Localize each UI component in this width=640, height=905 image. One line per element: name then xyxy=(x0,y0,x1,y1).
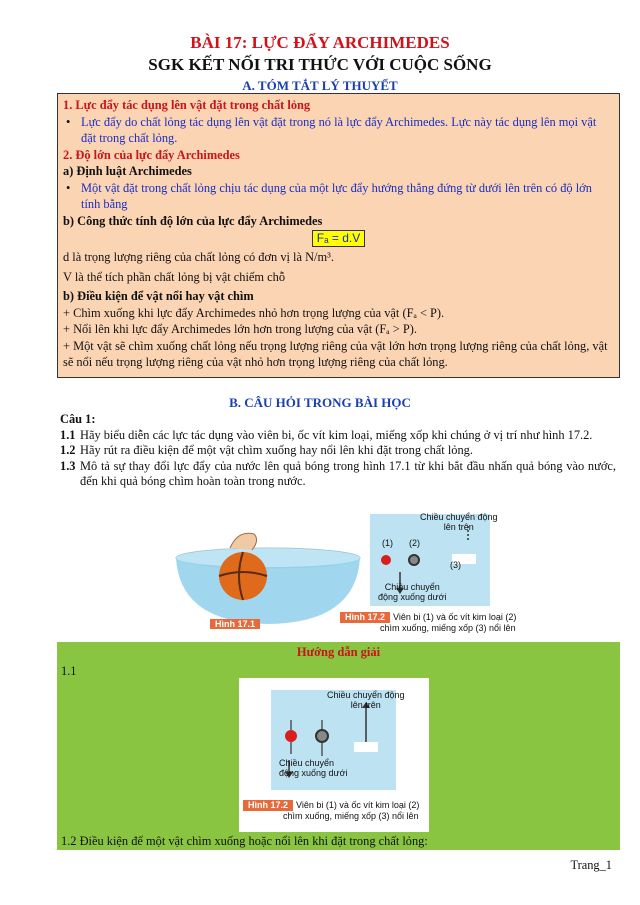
question-1-3 xyxy=(60,459,616,490)
page-title: BÀI 17: LỰC ĐẨY ARCHIMEDES xyxy=(190,33,450,52)
solution-title: Hướng dẫn giải xyxy=(296,645,381,659)
solution-up-label-2: lên trên xyxy=(350,700,381,710)
condition-float: + Nổi lên khi lực đẩy Archimedes lớn hơn trong lượng của vật (Fₐ > P). xyxy=(63,322,417,336)
condition-title: b) Điều kiện để vật nổi hay vật chìm xyxy=(63,289,254,303)
solution-up-label-1: Chiều chuyển động xyxy=(327,690,405,700)
solution-figure xyxy=(239,678,429,832)
up-direction-label-1: Chiều chuyển động xyxy=(420,512,498,522)
page-subtitle: SGK KẾT NỐI TRI THỨC VỚI CUỘC SỐNG xyxy=(148,55,492,74)
question-text: Mô tả sự thay đổi lực đẩy của nước lên quả bóng trong hình 17.1 từ khi bắt đầu nhấn quả bóng vào nước, đến khi quả bóng chìm hoàn toàn trong nước. xyxy=(80,458,616,488)
figure-17-2-caption-2: chìm xuống, miếng xốp (3) nổi lên xyxy=(380,623,516,633)
solution-box xyxy=(57,642,620,850)
solution-figure-caption-1: Viên bi (1) và ốc vít kim loại (2) xyxy=(296,800,420,810)
questions-block xyxy=(60,412,616,490)
down-direction-label-1: Chiều chuyển xyxy=(384,582,440,592)
figure-17-2-caption-1: Viên bi (1) và ốc vít kim loại (2) xyxy=(393,612,517,622)
question-number: 1.3 xyxy=(60,458,76,473)
solution-down-label-1: Chiều chuyển xyxy=(279,758,335,768)
section-b-heading: B. CÂU HỎI TRONG BÀI HỌC xyxy=(229,395,411,410)
theory-summary-box xyxy=(57,93,620,378)
condition-density: + Một vật sẽ chìm xuống chất lỏng nếu trọng lượng riêng của vật lớn hơn trọng lượng riêng của chất lỏng, vật sẽ nổi nếu trọng lượng riêng của vật nhỏ hơn trọng lượng riêng của chất lỏng. xyxy=(63,338,608,369)
question-text: Hãy rút ra điều kiện để một vật chìm xuống hay nổi lên khi đặt trong chất lỏng. xyxy=(80,443,473,457)
label-3: (3) xyxy=(450,560,461,570)
question-1-2 xyxy=(60,443,616,459)
summary-para-1: • Lực đẩy do chất lỏng tác dụng lên vật đặt trong nó là lực đẩy Archimedes. Lực này tác dụng lên mọi vật đặt trong chất lỏng. xyxy=(63,114,614,147)
label-1: (1) xyxy=(382,538,393,548)
question-text: Hãy biểu diễn các lực tác dụng vào viên bi, ốc vít kim loại, miếng xốp khi chúng ở vị trí như hình 17.2. xyxy=(80,427,593,442)
summary-heading-1: 1. Lực đẩy tác dụng lên vật đặt trong chất lỏng xyxy=(63,98,311,112)
formula-title: b) Công thức tính độ lớn của lực đẩy Archimedes xyxy=(63,213,323,228)
v-definition: V là thể tích phần chất lỏng bị vật chiếm chỗ xyxy=(63,269,286,284)
law-title: a) Định luật Archimedes xyxy=(63,164,192,178)
solution-figure-caption-2: chìm xuống, miếng xốp (3) nổi lên xyxy=(283,811,419,821)
figure-17-2-tag: Hình 17.2 xyxy=(340,612,390,623)
d-definition: d là trọng lượng riêng của chất lỏng có đơn vị là N/m³. xyxy=(63,250,334,264)
solution-1-2-text: 1.2 Điều kiện để một vật chìm xuống hoặc nổi lên khi đặt trong chất lỏng: xyxy=(61,834,428,848)
figures-row xyxy=(60,510,616,640)
law-text: • Một vật đặt trong chất lỏng chịu tác dụng của một lực đẩy hướng thẳng đứng từ dưới lên trên có độ lớn tính bằng xyxy=(63,180,614,213)
formula-box: Fₐ = d.V xyxy=(312,230,365,247)
down-direction-label-2: động xuống dưới xyxy=(378,592,447,602)
solution-1-1-label: 1.1 xyxy=(61,664,77,678)
question-label: Câu 1: xyxy=(60,412,96,426)
solution-figure-tag: Hình 17.2 xyxy=(243,800,293,811)
solution-down-label-2: động xuống dưới xyxy=(279,768,348,778)
question-number: 1.1 xyxy=(60,427,76,442)
figure-17-1-illustration xyxy=(168,528,368,628)
section-a-heading: A. TÓM TẮT LÝ THUYẾT xyxy=(242,78,398,93)
page-number: Trang_1 xyxy=(570,858,612,872)
question-1-1 xyxy=(60,428,616,444)
condition-sink: + Chìm xuống khi lực đẩy Archimedes nhỏ hơn trọng lượng của vật (Fₐ < P). xyxy=(63,305,445,320)
up-direction-label-2: lên trên xyxy=(443,522,474,532)
summary-heading-2: 2. Độ lớn của lực đẩy Archimedes xyxy=(63,147,240,162)
question-number: 1.2 xyxy=(60,443,76,457)
figure-17-1-tag: Hình 17.1 xyxy=(210,619,260,629)
label-2: (2) xyxy=(409,538,420,548)
